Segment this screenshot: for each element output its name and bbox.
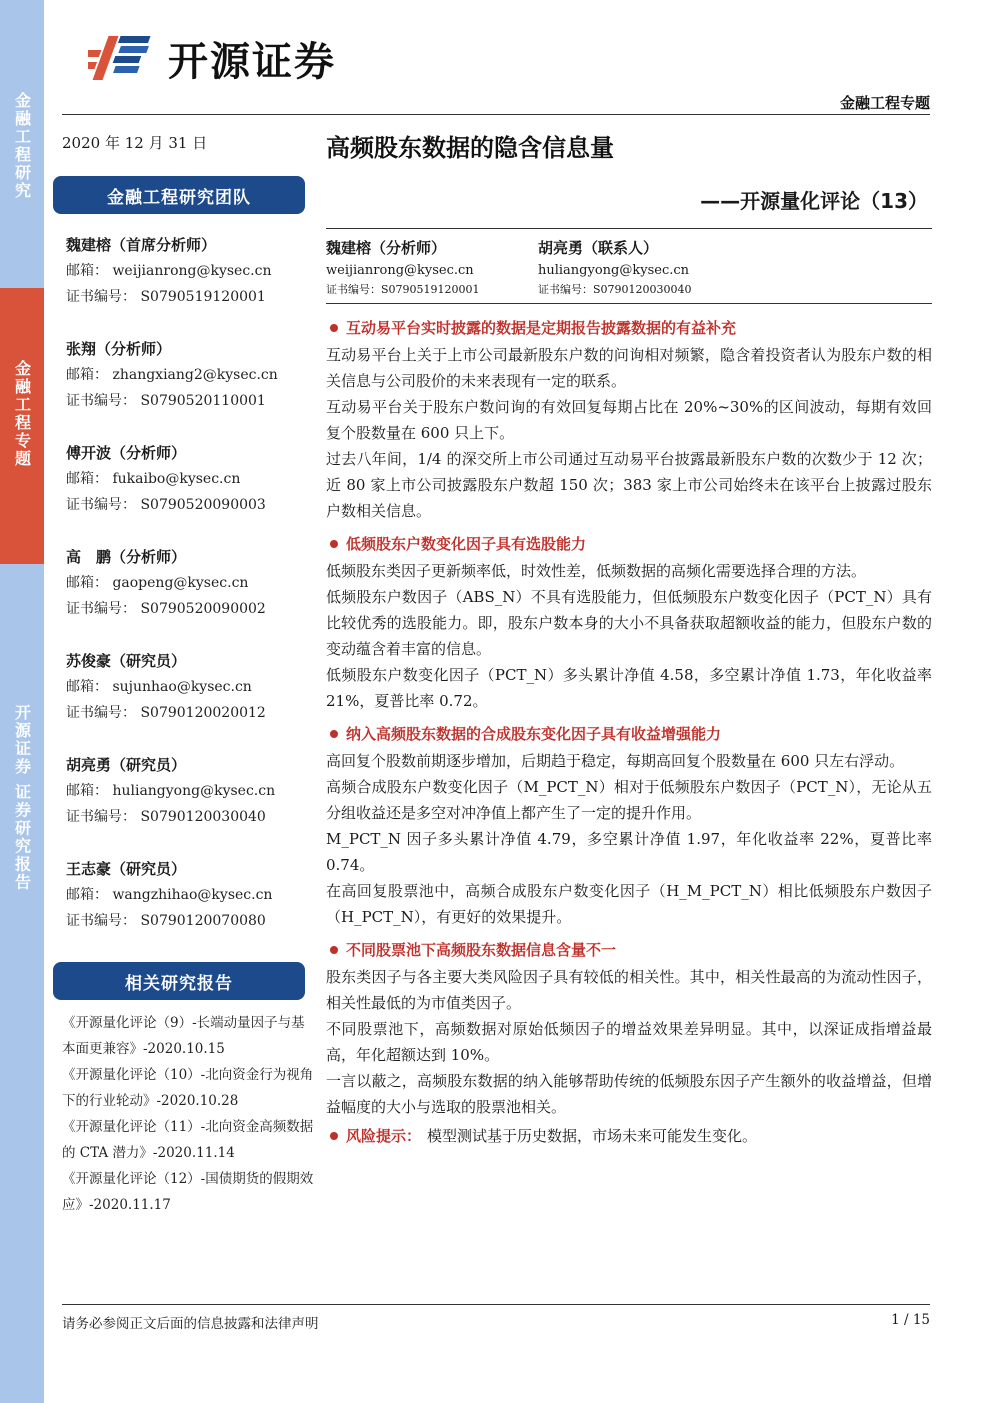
risk-text: 模型测试基于历史数据，市场未来可能发生变化。: [427, 1127, 758, 1145]
sidebar-label-report: 开源证券 证券研究报告: [12, 704, 32, 892]
sidebar-label-research: 金融工程研究: [12, 92, 32, 200]
section-paragraph: 不同股票池下，高频数据对原始低频因子的增益效果差异明显。其中，以深证成指增益最高，年化超额达到 10%。: [326, 1020, 932, 1064]
author-email[interactable]: huliangyong@kysec.cn: [538, 263, 690, 278]
section-heading: [326, 314, 932, 342]
analyst-email: 邮箱： huliangyong@kysec.cn: [66, 783, 276, 799]
section-heading-text: 纳入高频股东数据的合成股东变化因子具有收益增强能力: [346, 725, 722, 743]
team-banner: 金融工程研究团队: [53, 176, 305, 214]
analyst-name: 魏建榕（首席分析师）: [66, 236, 217, 254]
footer-disclaimer: 请务必参阅正文后面的信息披露和法律声明: [62, 1316, 319, 1332]
analyst-card: [66, 648, 316, 752]
analyst-cert: 证书编号： S0790520110001: [66, 393, 266, 409]
risk-warning: [326, 1122, 932, 1150]
analyst-list: [66, 232, 316, 960]
analyst-card: [66, 856, 316, 960]
section-paragraph: 高频合成股东户数变化因子（M_PCT_N）相对于低频股东户数因子（PCT_N），无论从五分组收益还是多空对冲净值上都产生了一定的提升作用。: [326, 778, 932, 822]
sidebar-segment-research: [0, 0, 44, 288]
summary-section: [326, 936, 932, 1120]
report-date: 2020 年 12 月 31 日: [62, 134, 208, 152]
analyst-cert: 证书编号： S0790120020012: [66, 705, 266, 721]
author-card: [538, 235, 750, 299]
summary-section: [326, 720, 932, 930]
section-paragraph: 互动易平台上关于上市公司最新股东户数的问询相对频繁，隐含着投资者认为股东户数的相关信息与公司股价的未来表现有一定的联系。: [326, 346, 932, 390]
header-tag: 金融工程专题: [839, 94, 930, 112]
analyst-cert: 证书编号： S0790520090003: [66, 497, 266, 513]
summary-section: [326, 530, 932, 714]
section-paragraph: 低频股东类因子更新频率低，时效性差，低频数据的高频化需要选择合理的方法。: [326, 562, 867, 580]
summary-section: [326, 314, 932, 524]
related-report-link[interactable]: 《开源量化评论（12）-国债期货的假期效应》-2020.11.17: [62, 1171, 314, 1213]
analyst-card: [66, 440, 316, 544]
section-heading-text: 不同股票池下高频股东数据信息含量不一: [346, 941, 617, 959]
analyst-email: 邮箱： gaopeng@kysec.cn: [66, 575, 249, 591]
author-email[interactable]: weijianrong@kysec.cn: [326, 263, 474, 278]
analyst-cert: 证书编号： S0790120070080: [66, 913, 266, 929]
analyst-cert: 证书编号： S0790519120001: [66, 289, 266, 305]
report-title: 高频股东数据的隐含信息量: [326, 134, 614, 162]
section-paragraph: 低频股东户数变化因子（PCT_N）多头累计净值 4.58，多空累计净值 1.73，年化收益率 21%，夏普比率 0.72。: [326, 666, 932, 710]
analyst-name: 傅开波（分析师）: [66, 444, 187, 462]
sidebar: [0, 0, 44, 1403]
section-heading: [326, 936, 932, 964]
bullet-icon: [330, 730, 338, 738]
analyst-name: 胡亮勇（研究员）: [66, 756, 187, 774]
author-block: [326, 235, 932, 299]
section-paragraph: 过去八年间，1/4 的深交所上市公司通过互动易平台披露最新股东户数的次数少于 12 次；近 80 家上市公司披露股东户数超 150 次；383 家上市公司始终未在该平台上披露过股东户数相关信息。: [326, 450, 932, 520]
related-report-link[interactable]: 《开源量化评论（11）-北向资金高频数据的 CTA 潜力》-2020.11.14: [62, 1119, 314, 1161]
main-content: [326, 130, 932, 1150]
section-paragraph: 高回复个股数前期逐步增加，后期趋于稳定，每期高回复个股数量在 600 只左右浮动。: [326, 752, 905, 770]
section-paragraph: 一言以蔽之，高频股东数据的纳入能够帮助传统的低频股东因子产生额外的收益增益，但增益幅度的大小与选取的股票池相关。: [326, 1072, 932, 1116]
analyst-card: [66, 544, 316, 648]
logo-text: 开源证券: [168, 38, 336, 85]
risk-label: 风险提示：: [346, 1127, 422, 1145]
author-card: [326, 235, 538, 299]
bullet-icon: [330, 540, 338, 548]
analyst-name: 张翔（分析师）: [66, 340, 172, 358]
sidebar-segment-report: [0, 564, 44, 1403]
analyst-email: 邮箱： wangzhihao@kysec.cn: [66, 887, 273, 903]
author-name: 魏建榕（分析师）: [326, 239, 447, 257]
bullet-icon: [330, 946, 338, 954]
analyst-name: 王志豪（研究员）: [66, 860, 187, 878]
section-paragraph: M_PCT_N 因子多头累计净值 4.79，多空累计净值 1.97，年化收益率 22%，夏普比率 0.74。: [326, 830, 932, 874]
subtitle-divider: [326, 228, 932, 229]
header-divider: [62, 114, 930, 115]
section-heading: [326, 530, 932, 558]
section-heading: [326, 720, 932, 748]
sidebar-segment-topic: [0, 288, 44, 564]
analyst-cert: 证书编号： S0790120030040: [66, 809, 266, 825]
analyst-email: 邮箱： sujunhao@kysec.cn: [66, 679, 252, 695]
analyst-name: 高 鹏（分析师）: [66, 548, 187, 566]
analyst-email: 邮箱： fukaibo@kysec.cn: [66, 471, 241, 487]
author-cert: 证书编号：S0790519120001: [326, 283, 480, 296]
analyst-cert: 证书编号： S0790520090002: [66, 601, 266, 617]
bullet-icon: [330, 324, 338, 332]
analyst-card: [66, 232, 316, 336]
page-number: 1 / 15: [891, 1312, 930, 1328]
section-paragraph: 低频股东户数因子（ABS_N）不具有选股能力，但低频股东户数变化因子（PCT_N）具有比较优秀的选股能力。即，股东户数本身的大小不具备获取超额收益的能力，但股东户数的变动蕴含着丰富的信息。: [326, 588, 932, 658]
analyst-email: 邮箱： weijianrong@kysec.cn: [66, 263, 272, 279]
analyst-card: [66, 336, 316, 440]
author-divider: [326, 303, 932, 304]
section-heading-text: 低频股东户数变化因子具有选股能力: [346, 535, 587, 553]
section-paragraph: 股东类因子与各主要大类风险因子具有较低的相关性。其中，相关性最高的为流动性因子，相关性最低的为市值类因子。: [326, 968, 932, 1012]
related-report-link[interactable]: 《开源量化评论（10）-北向资金行为视角下的行业轮动》-2020.10.28: [62, 1067, 314, 1109]
related-report-link[interactable]: 《开源量化评论（9）-长端动量因子与基本面更兼容》-2020.10.15: [62, 1015, 305, 1057]
analyst-email: 邮箱： zhangxiang2@kysec.cn: [66, 367, 278, 383]
reports-banner: 相关研究报告: [53, 962, 305, 1000]
related-reports: [62, 1010, 318, 1218]
section-heading-text: 互动易平台实时披露的数据是定期报告披露数据的有益补充: [346, 319, 737, 337]
company-logo: [88, 30, 336, 86]
author-cert: 证书编号：S0790120030040: [538, 283, 692, 296]
analyst-name: 苏俊豪（研究员）: [66, 652, 187, 670]
section-paragraph: 互动易平台关于股东户数问询的有效回复每期占比在 20%~30%的区间波动，每期有效回复个股数量在 600 只上下。: [326, 398, 932, 442]
bullet-icon: [330, 1132, 338, 1140]
section-paragraph: 在高回复股票池中，高频合成股东户数变化因子（H_M_PCT_N）相比低频股东户数因子（H_PCT_N），有更好的效果提升。: [326, 882, 932, 926]
analyst-card: [66, 752, 316, 856]
logo-mark-icon: [88, 32, 158, 84]
sidebar-label-topic: 金融工程专题: [12, 360, 32, 468]
author-name: 胡亮勇（联系人）: [538, 239, 659, 257]
report-subtitle: ——开源量化评论（13）: [700, 189, 928, 213]
footer-divider: [62, 1304, 930, 1305]
